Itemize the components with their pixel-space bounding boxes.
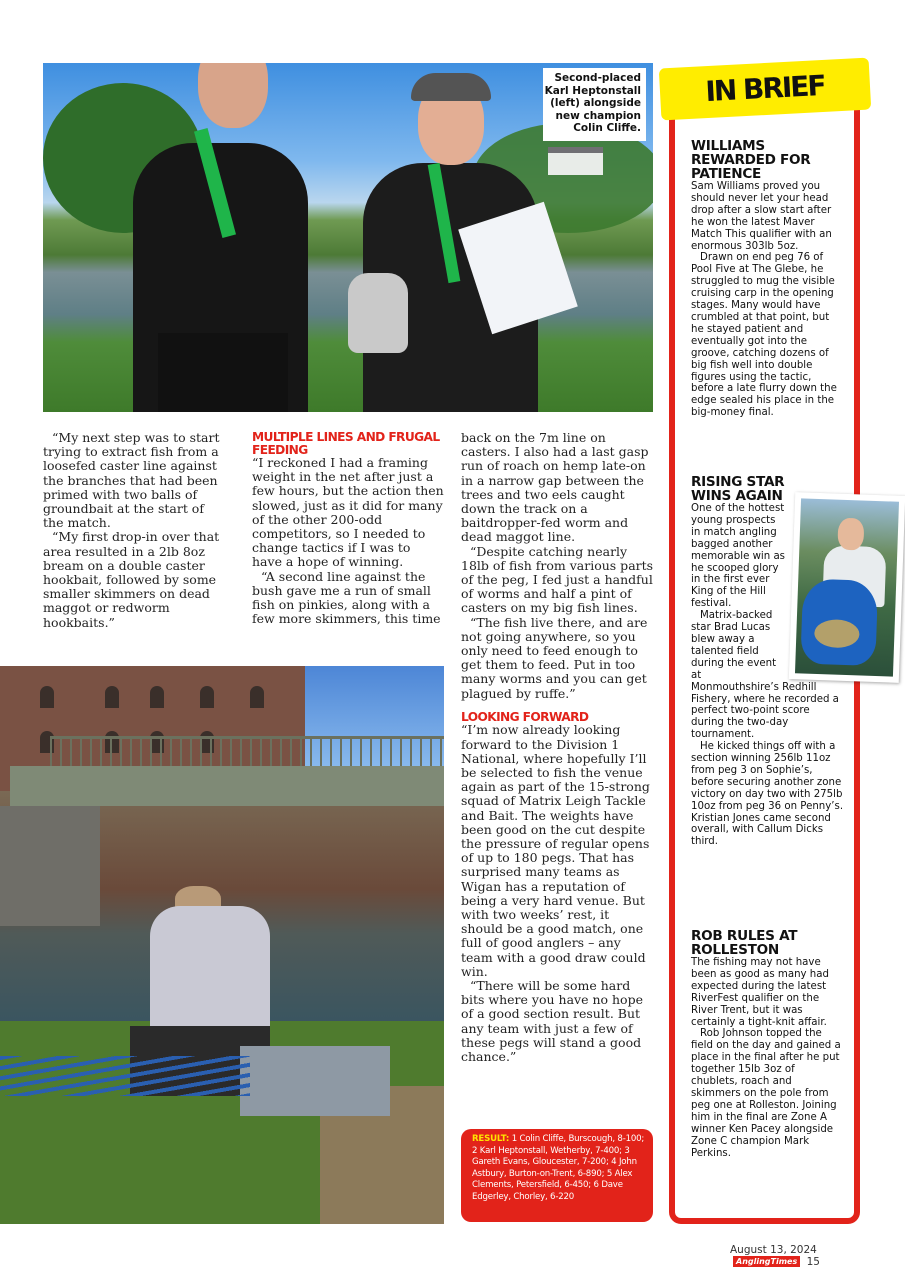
brief-item [691, 929, 841, 1159]
subheading: LOOKING FORWARD [461, 709, 589, 724]
brief-headline: WILLIAMS REWARDED FOR PATIENCE [691, 138, 811, 182]
brief-headline: ROB RULES AT ROLLESTON [691, 928, 798, 958]
result-box [461, 1129, 653, 1222]
paragraph: “I’m now already looking forward to the Division 1 National, where hopefully I’ll be selected to fish the venue again as part of the 15-strong squad of Matrix Leigh Tackle and Bait. The weights have been good on the cut despite the pressure of regular opens of up to 180 pegs. That has surprised many teams as Wigan has a reputation of being a very hard venue. But with two weeks’ rest, it should be a good match, one full of good anglers – any team with a good draw could win. [461, 722, 650, 979]
page-number: 15 [806, 1256, 820, 1268]
article-column-3 [461, 431, 654, 1064]
rising-star-photo [789, 492, 905, 683]
photo-caption: Second-placed Karl Heptonstall (left) alongside new champion Colin Cliffe. [543, 68, 646, 141]
bottom-photo [0, 666, 444, 1224]
result-text: 1 Colin Cliffe, Burscough, 8-100; 2 Karl Heptonstall, Wetherby, 7-400; 3 Gareth Evans, Gloucester, 7-200; 4 John Astbury, Burton-on-Trent, 6-890; 5 Alex Clements, Petersfield, 6-450; 6 Dave Edgerley, Chorley, 6-220 [472, 1134, 645, 1202]
brief-item [691, 139, 841, 419]
issue-date: August 13, 2024 [730, 1244, 817, 1256]
article-column-2 [252, 431, 444, 626]
brief-paragraph: Matrix-backed star Brad Lucas blew away a talented field during the event at Monmouthshire’s Redhill Fishery, where he recorded a perfect two-point score during the two-day tournament. [691, 610, 839, 741]
trophy-icon [348, 273, 408, 353]
brief-paragraph: One of the hottest young prospects in match angling bagged another memorable win as he scooped glory in the first ever King of the Hill festival. [691, 503, 785, 610]
paragraph: back on the 7m line on casters. I also had a last gasp run of roach on hemp late-on in a narrow gap between the trees and two eels caught down the track on a baitdropper-fed worm and dead maggot line. [461, 430, 649, 545]
paragraph: “There will be some hard bits where you have no hope of a good section result. But any team with just a few of these pegs will stand a good chance.” [461, 978, 643, 1065]
paragraph: “A second line against the bush gave me a run of small fish on pinkies, along with a few more skimmers, this time [252, 568, 441, 627]
paragraph: “The fish live there, and are not going anywhere, so you only need to feed enough to get them to feed. Put in too many worms and you can get plagued by ruffe.” [461, 614, 648, 701]
paragraph: “Despite catching nearly 18lb of fish from various parts of the peg, I fed just a handful of worms and half a pint of casters on my big fish lines. [461, 543, 654, 616]
page-footer [730, 1244, 870, 1268]
result-label: RESULT: [472, 1134, 510, 1144]
brief-paragraph: Rob Johnson topped the field on the day and gained a place in the final after he put together 15lb 3oz of chublets, roach and skimmers on the pole from peg one at Rolleston. Joining him in the final are Zone A winner Ken Pacey alongside Zone C champion Mark Perkins. [691, 1028, 841, 1159]
brief-paragraph: The fishing may not have been as good as many had expected during the latest RiverFest qualifier on the River Trent, but it was certainly a tight-knit affair. [691, 957, 829, 1028]
brief-paragraph: He kicked things off with a section winning 256lb 11oz from peg 3 on Sophie’s, before securing another zone victory on day two with 275lb 10oz from peg 36 on Penny’s. Kristian Jones came second overall, with Callum Dicks third. [691, 741, 844, 848]
paragraph: “I reckoned I had a framing weight in the net after just a few hours, but the action then slowed, just as it did for many of the other 200-odd competitors, so I needed to change tactics if I was to have a hope of winning. [252, 455, 444, 570]
brief-paragraph: Drawn on end peg 76 of Pool Five at The Glebe, he struggled to mug the visible cruising carp in the opening stages. Many would have crumbled at that point, but he stayed patient and eventually got into the groove, catching dozens of big fish well into double figures using the tactic, before a late flurry down the edge sealed his place in the big-money final. [691, 252, 837, 419]
article-column-1 [43, 431, 226, 630]
paragraph: “My next step was to start trying to extract fish from a loosefed caster line against the branches that had been primed with two balls of groundbait at the start of the match. [43, 430, 220, 531]
subheading: MULTIPLE LINES AND FRUGAL FEEDING [252, 430, 440, 457]
publication-logo: AnglingTimes [733, 1256, 800, 1267]
paragraph: “My first drop-in over that area resulted in a 2lb 8oz bream on a double caster hookbait, followed by some smaller skimmers on dead maggot or redworm hookbaits.” [43, 529, 220, 630]
in-brief-title: IN BRIEF [704, 68, 826, 109]
brief-paragraph: Sam Williams proved you should never let your head drop after a slow start after he won the latest Maver Match This qualifier with an enormous 303lb 5oz. [691, 181, 832, 252]
brief-headline: RISING STAR WINS AGAIN [691, 474, 785, 504]
